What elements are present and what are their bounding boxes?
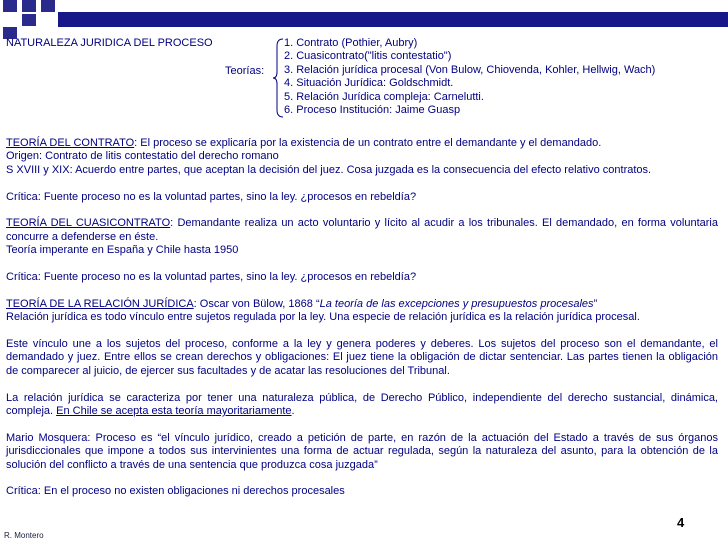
- mosquera-definition: Mario Mosquera: Proceso es “el vínculo jurídico, creado a petición de parte, en razón de la actuación del Estado a través de sus órganos jurisdiccionales que impone a todos sus intervinientes una forma de actuar regulada, según la naturaleza del asunto, para la obtención de la solución del conflicto a través de una sentencia que produzca cosa juzgada”: [6, 431, 718, 471]
- relacion-heading: TEORÍA DE LA RELACIÓN JURÍDICA: [6, 297, 194, 310]
- deco-square: [41, 0, 55, 12]
- slide-title: NATURALEZA JURIDICA DEL PROCESO: [6, 37, 213, 49]
- decorative-squares: [0, 0, 60, 40]
- relacion-intro: [6, 298, 718, 311]
- relacion-paragraph2: [6, 392, 718, 419]
- relacion-author: : Oscar von Bülow, 1868 “: [193, 297, 320, 310]
- brace-icon: [272, 38, 284, 118]
- relacion-chile: En Chile se acepta esta teoría mayoritariamente: [56, 405, 292, 418]
- relacion-close-quote: ”: [593, 297, 598, 310]
- contrato-critica: Crítica: Fuente proceso no es la voluntad partes, sino la ley. ¿procesos en rebeldía?: [6, 190, 417, 203]
- theory-item: 5. Relación Jurídica compleja: Carnelutti.: [284, 90, 484, 103]
- cuasicontrato-imperante: Teoría imperante en España y Chile hasta 1950: [6, 244, 239, 257]
- contrato-intro: [6, 137, 718, 150]
- slide-body: [6, 137, 718, 499]
- relacion-chile-end: .: [291, 405, 295, 418]
- deco-square: [3, 0, 17, 12]
- theory-list: [284, 37, 655, 117]
- title-bar: [58, 12, 728, 27]
- relacion-book: La teoría de las excepciones y presupuestos procesales: [319, 297, 594, 310]
- author-credit: R. Montero: [4, 531, 44, 540]
- teorias-label: Teorías:: [225, 65, 265, 77]
- deco-square: [22, 14, 36, 26]
- deco-square: [22, 0, 36, 12]
- cuasicontrato-critica: Crítica: Fuente proceso no es la voluntad partes, sino la ley. ¿procesos en rebeldía?: [6, 271, 417, 284]
- theory-item: 1. Contrato (Pothier, Aubry): [284, 37, 418, 49]
- cuasicontrato-intro: [6, 217, 718, 244]
- theory-item: 4. Situación Jurídica: Goldschmidt.: [284, 77, 454, 90]
- theory-item: 3. Relación jurídica procesal (Von Bulow, Chiovenda, Kohler, Hellwig, Wach): [284, 63, 656, 76]
- page-number: 4: [677, 515, 685, 530]
- cuasicontrato-heading: TEORÍA DEL CUASICONTRATO: [6, 217, 171, 230]
- contrato-siglos: S XVIII y XIX: Acuerdo entre partes, que aceptan la decisión del juez. Cosa juzgada es la consecuencia del efecto relativo contratos.: [6, 163, 652, 176]
- theory-item: 6. Proceso Institución: Jaime Guasp: [284, 104, 461, 117]
- contrato-origen: Origen: Contrato de litis contestatio del derecho romano: [6, 150, 279, 163]
- contrato-text: : El proceso se explicaría por la existencia de un contrato entre el demandante y el demandado.: [134, 137, 602, 149]
- relacion-definition: Relación jurídica es todo vínculo entre sujetos regulada por la ley. Una especie de relación jurídica es la relación jurídica procesal.: [6, 311, 640, 324]
- cuasicontrato-text: : Demandante realiza un acto voluntario y lícito al acudir a los tribunales. El demandado, en forma voluntaria concurre a defenderse en éste.: [6, 217, 718, 243]
- contrato-heading: TEORÍA DEL CONTRATO: [6, 137, 135, 149]
- relacion-paragraph2-text: La relación jurídica se caracteriza por tener una naturaleza pública, de Derecho Público, independiente del derecho sustancial, dinámica, compleja.: [6, 391, 718, 418]
- relacion-paragraph1: Este vínculo une a los sujetos del proceso, conforme a la ley y genera poderes y deberes. Los sujetos del proceso son el demandante, el demandado y juez. Entre ellos se crean derechos y obligaciones: El juez tiene la obligación de dictar sentenciar. Las partes tienen la obligación de comparecer al juicio, de ejercer sus facultades y de acatar las resoluciones del Tribunal.: [6, 338, 718, 377]
- relacion-critica: Crítica: En el proceso no existen obligaciones ni derechos procesales: [6, 485, 345, 498]
- theory-item: 2. Cuasicontrato("litis contestatio"): [284, 50, 452, 63]
